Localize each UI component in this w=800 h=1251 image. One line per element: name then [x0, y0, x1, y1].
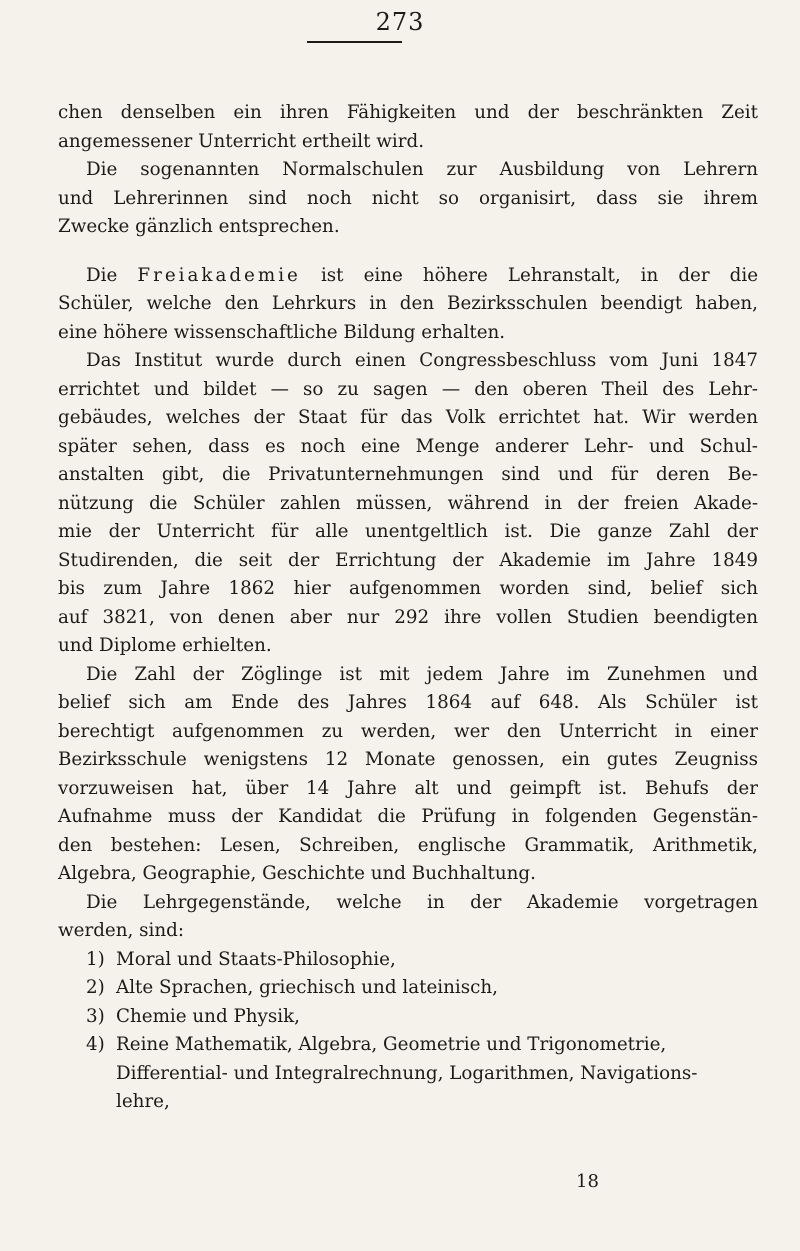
page-body — [58, 99, 758, 1117]
text-line: Schüler, welche den Lehrkurs in den Bezirksschulen beendigt haben, — [58, 293, 758, 314]
intro-word: Die — [86, 264, 118, 286]
text-fragment: ist eine höhere Lehranstalt, in der die — [320, 264, 759, 286]
text-line: belief sich am Ende des Jahres 1864 auf 648. Als Schüler ist — [58, 692, 758, 713]
list-number: 1) — [86, 948, 105, 970]
list-number: 2) — [86, 977, 105, 998]
text-line: Die sogenannten Normalschulen zur Ausbildung von Lehrern — [86, 159, 758, 180]
list-item — [86, 1031, 758, 1060]
subject-list — [58, 946, 758, 1117]
section-gap — [58, 242, 758, 262]
text-line: gebäudes, welches der Staat für das Volk errichtet hat. Wir werden — [58, 407, 758, 428]
text-line: nützung die Schüler zahlen müssen, während in der freien Akade- — [58, 492, 758, 514]
text-line: anstalten gibt, die Privatunternehmungen sind und für deren Be- — [58, 464, 758, 485]
text-line: Zwecke gänzlich entsprechen. — [58, 216, 340, 237]
paragraph-4 — [58, 347, 758, 661]
paragraph-1 — [58, 99, 758, 156]
text-line: eine höhere wissenschaftliche Bildung erhalten. — [58, 321, 506, 343]
list-text: Moral und Staats-Philosophie, — [116, 948, 396, 970]
text-line: errichtet und bildet — so zu sagen — den oberen Theil des Lehr- — [58, 378, 758, 400]
paragraph-6 — [58, 889, 758, 946]
text-line: werden, sind: — [58, 920, 184, 941]
list-text: Chemie und Physik, — [116, 1005, 300, 1027]
text-line: den bestehen: Lesen, Schreiben, englische Grammatik, Arithmetik, — [58, 834, 758, 856]
signature-mark: 18 — [576, 1171, 599, 1192]
list-item — [86, 946, 758, 975]
text-line: auf 3821, von denen aber nur 292 ihre vollen Studien beendigten — [58, 606, 758, 628]
text-line: bis zum Jahre 1862 hier aufgenommen worden sind, belief sich — [58, 578, 758, 599]
text-line: später sehen, dass es noch eine Menge anderer Lehr- und Schul- — [58, 435, 758, 457]
text-line: Das Institut wurde durch einen Congressbeschluss vom Juni 1847 — [86, 350, 758, 371]
list-text: Alte Sprachen, griechisch und lateinisch, — [116, 977, 498, 998]
text-line: Aufnahme muss der Kandidat die Prüfung in folgenden Gegenstän- — [58, 806, 758, 827]
text-line: vorzuweisen hat, über 14 Jahre alt und geimpft ist. Behufs der — [58, 777, 758, 799]
list-number: 4) — [86, 1034, 105, 1055]
text-line: chen denselben ein ihren Fähigkeiten und der beschränkten Zeit — [58, 102, 758, 123]
text-line: Die Zahl der Zöglinge ist mit jedem Jahre im Zunehmen und — [86, 663, 758, 685]
list-number: 3) — [86, 1005, 105, 1027]
text-line: Bezirksschule wenigstens 12 Monate genossen, ein gutes Zeugniss — [58, 749, 758, 770]
text-line: Studirenden, die seit der Errichtung der Akademie im Jahre 1849 — [58, 549, 758, 571]
text-line: angemessener Unterricht ertheilt wird. — [58, 130, 425, 152]
text-line — [58, 262, 758, 291]
text-line: und Diplome erhielten. — [58, 635, 272, 656]
text-line: und Lehrerinnen sind noch nicht so organisirt, dass sie ihrem — [58, 187, 758, 209]
paragraph-5 — [58, 661, 758, 889]
header-rule — [307, 41, 402, 43]
list-item — [86, 1003, 758, 1032]
paragraph-3 — [58, 262, 758, 348]
text-line: mie der Unterricht für alle unentgeltlich ist. Die ganze Zahl der — [58, 521, 758, 542]
text-line: Die Lehrgegenstände, welche in der Akademie vorgetragen — [86, 891, 758, 913]
list-continuation: Differential- und Integralrechnung, Logarithmen, Navigations- — [116, 1062, 698, 1084]
list-text: Reine Mathematik, Algebra, Geometrie und Trigonometrie, — [116, 1034, 667, 1055]
list-item — [86, 974, 758, 1003]
text-line: berechtigt aufgenommen zu werden, wer den Unterricht in einer — [58, 720, 758, 742]
page-number: 273 — [375, 8, 425, 36]
paragraph-2 — [58, 156, 758, 242]
text-line: Algebra, Geographie, Geschichte und Buchhaltung. — [58, 863, 536, 884]
list-continuation: lehre, — [116, 1091, 170, 1112]
emphasized-term: Freiakademie — [137, 264, 301, 286]
